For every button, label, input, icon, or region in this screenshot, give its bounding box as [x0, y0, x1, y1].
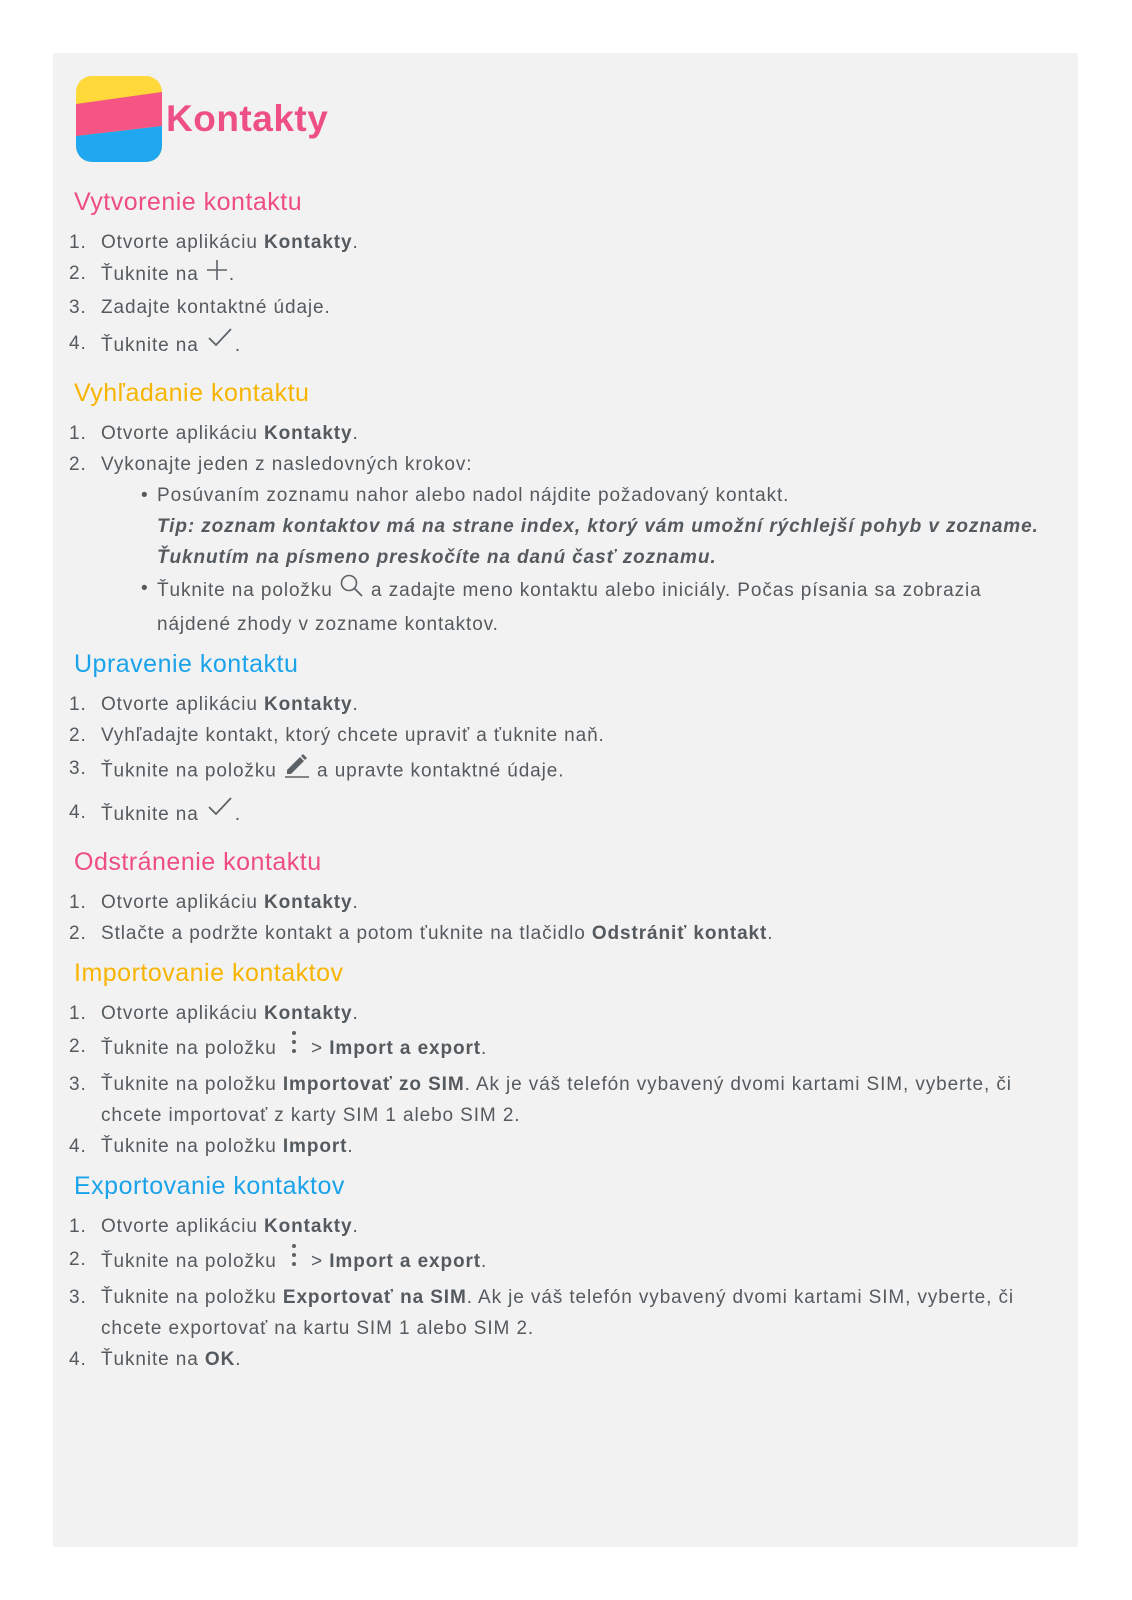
step-text: Ťuknite na — [101, 335, 205, 357]
step-number: 1. — [69, 1216, 87, 1237]
bullet-text: Posúvaním zoznamu nahor alebo nadol nájdite požadovaný kontakt. — [157, 485, 790, 506]
steps-list — [69, 998, 1054, 1162]
step-number: 3. — [69, 1287, 87, 1308]
steps-list — [69, 418, 1054, 480]
step-text: . — [481, 1038, 488, 1060]
step-number: 2. — [69, 725, 87, 746]
step-text: > — [304, 1251, 330, 1273]
step-item — [69, 887, 1054, 918]
more-vert-icon — [283, 1029, 305, 1069]
step-number: 4. — [69, 802, 87, 823]
step-item — [69, 689, 1054, 720]
step-text: a upravte kontaktné údaje. — [310, 760, 565, 782]
step-number: 2. — [69, 923, 87, 944]
step-text: Ťuknite na položku — [101, 1251, 283, 1273]
content — [69, 186, 1054, 1383]
step-number: 2. — [69, 1249, 87, 1270]
step-text: Otvorte aplikáciu — [101, 694, 264, 715]
section-title: Vytvorenie kontaktu — [74, 188, 303, 216]
bullet-item — [129, 480, 1054, 573]
step-text: Otvorte aplikáciu — [101, 232, 264, 253]
step-number: 3. — [69, 758, 87, 779]
step-text: . — [347, 1136, 354, 1157]
step-item — [69, 449, 1054, 480]
section-delete-contact — [69, 846, 1054, 949]
more-vert-icon — [283, 1242, 305, 1282]
step-item — [69, 720, 1054, 751]
section-create-contact — [69, 186, 1054, 369]
step-text: Ťuknite na položku — [101, 760, 283, 782]
plus-icon — [205, 258, 229, 292]
step-text: . — [234, 804, 242, 826]
step-item — [69, 918, 1054, 949]
step-text: Ťuknite na položku — [101, 1136, 283, 1157]
step-bold: Kontakty — [264, 892, 353, 913]
step-text: . — [352, 1003, 359, 1024]
step-text: > — [304, 1038, 330, 1060]
step-text: Otvorte aplikáciu — [101, 423, 264, 444]
steps-list — [69, 887, 1054, 949]
step-number: 2. — [69, 263, 87, 284]
section-search-contact — [69, 377, 1054, 640]
steps-list — [69, 1211, 1054, 1375]
step-bold: Kontakty — [264, 694, 353, 715]
step-item — [69, 1282, 1054, 1344]
step-item — [69, 1029, 1054, 1069]
bullet-dot: • — [141, 485, 149, 506]
step-bold: Kontakty — [264, 232, 353, 253]
step-bold: OK — [204, 1349, 236, 1370]
step-text: Ťuknite na — [101, 1349, 205, 1370]
step-number: 3. — [69, 1074, 87, 1095]
section-title: Exportovanie kontaktov — [74, 1172, 345, 1200]
bullet-dot: • — [141, 578, 149, 599]
step-item — [69, 418, 1054, 449]
step-text: Vykonajte jeden z nasledovných krokov: — [101, 454, 473, 475]
step-bold: Kontakty — [264, 1216, 353, 1237]
step-number: 1. — [69, 232, 87, 253]
step-text: . — [352, 232, 359, 253]
step-text: Vyhľadajte kontakt, ktorý chcete upraviť a ťuknite naň. — [101, 725, 605, 746]
section-title: Importovanie kontaktov — [74, 959, 344, 987]
step-text: . — [352, 694, 359, 715]
step-bold: Importovať zo SIM — [282, 1074, 465, 1095]
step-text: . Ak je váš telefón vybavený dvomi kartami SIM, vyberte, či chcete exportovať na kartu SIM 1 alebo SIM 2. — [101, 1287, 1014, 1339]
step-number: 1. — [69, 694, 87, 715]
step-text: . — [352, 1216, 359, 1237]
step-item — [69, 998, 1054, 1029]
step-number: 1. — [69, 423, 87, 444]
step-text: . — [481, 1251, 488, 1273]
step-item — [69, 227, 1054, 258]
step-text: Otvorte aplikáciu — [101, 892, 264, 913]
step-number: 4. — [69, 1349, 87, 1370]
step-item — [69, 1211, 1054, 1242]
step-bold: Import — [282, 1136, 348, 1157]
bullet-item — [129, 573, 1054, 640]
step-number: 3. — [69, 297, 87, 318]
step-number: 4. — [69, 333, 87, 354]
check-icon — [205, 792, 235, 838]
step-item — [69, 1242, 1054, 1282]
step-number: 1. — [69, 1003, 87, 1024]
page-title: Kontakty — [166, 98, 329, 139]
step-item — [69, 792, 1054, 838]
section-import-contacts — [69, 957, 1054, 1162]
step-text: . — [352, 423, 359, 444]
search-icon — [339, 573, 365, 609]
step-number: 1. — [69, 892, 87, 913]
step-text: . — [767, 923, 774, 944]
step-number: 2. — [69, 454, 87, 475]
step-text: Ťuknite na položku — [101, 1074, 283, 1095]
step-item — [69, 258, 1054, 292]
step-bold: Kontakty — [264, 423, 353, 444]
section-title: Vyhľadanie kontaktu — [74, 379, 310, 407]
step-text: Otvorte aplikáciu — [101, 1216, 264, 1237]
step-bold: Odstrániť kontakt — [591, 923, 768, 944]
step-number: 2. — [69, 1036, 87, 1057]
step-item — [69, 323, 1054, 369]
step-text: . — [234, 335, 242, 357]
step-item — [69, 1344, 1054, 1375]
steps-list — [69, 227, 1054, 369]
step-bold: Import a export — [329, 1251, 482, 1273]
step-text: . Ak je váš telefón vybavený dvomi kartami SIM, vyberte, či chcete importovať z karty SIM 1 alebo SIM 2. — [101, 1074, 1012, 1126]
step-bold: Kontakty — [264, 1003, 353, 1024]
step-bold: Exportovať na SIM — [282, 1287, 467, 1308]
step-text: Otvorte aplikáciu — [101, 1003, 264, 1024]
contacts-app-icon — [76, 76, 162, 162]
step-text: . — [235, 1349, 242, 1370]
step-text: Ťuknite na položku — [101, 1038, 283, 1060]
bullet-text: Ťuknite na položku — [157, 580, 339, 602]
pencil-icon — [283, 751, 311, 792]
step-bold: Import a export — [329, 1038, 482, 1060]
step-item — [69, 1131, 1054, 1162]
step-text: Ťuknite na — [101, 804, 205, 826]
step-text: Zadajte kontaktné údaje. — [101, 297, 331, 318]
step-text: . — [352, 892, 359, 913]
section-edit-contact — [69, 648, 1054, 838]
step-text: Ťuknite na položku — [101, 1287, 283, 1308]
bullet-text: a zadajte meno kontaktu alebo iniciály. Počas písania sa zobrazia nájdené zhody v zozname kontaktov. — [157, 580, 982, 635]
step-item — [69, 751, 1054, 792]
step-item — [69, 292, 1054, 323]
check-icon — [205, 323, 235, 369]
step-item — [69, 1069, 1054, 1131]
section-export-contacts — [69, 1170, 1054, 1375]
tip-text: Tip: zoznam kontaktov má na strane index, ktorý vám umožní rýchlejší pohyb v zozname. Ťuknutím na písmeno preskočíte na danú časť zoznamu. — [157, 516, 1039, 568]
step-text: . — [228, 264, 236, 286]
steps-list — [69, 689, 1054, 838]
bullet-list — [69, 480, 1054, 640]
step-text: Ťuknite na — [101, 264, 205, 286]
step-text: Stlačte a podržte kontakt a potom ťuknite na tlačidlo — [101, 923, 592, 944]
step-number: 4. — [69, 1136, 87, 1157]
section-title: Upravenie kontaktu — [74, 650, 299, 678]
section-title: Odstránenie kontaktu — [74, 848, 322, 876]
